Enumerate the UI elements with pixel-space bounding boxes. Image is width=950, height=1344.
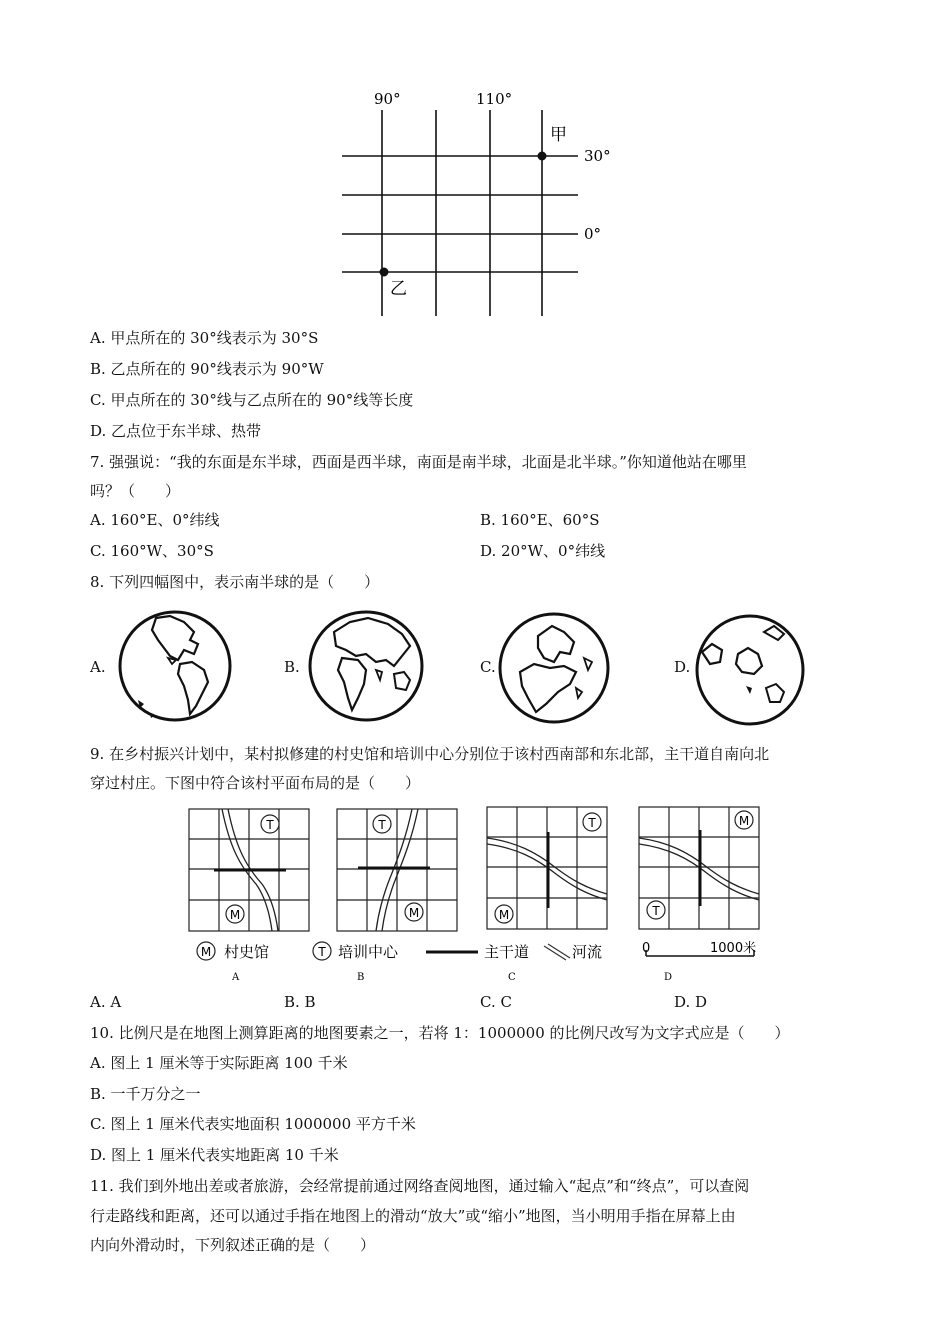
map-caption-d: D	[664, 972, 673, 983]
legend-river-label: 河流	[572, 943, 603, 961]
training-symbol: T	[588, 816, 596, 830]
q7-option-a[interactable]: A. 160°E、0°纬线	[90, 511, 220, 529]
legend-training-symbol: T	[318, 945, 326, 959]
q10-option-c[interactable]: C. 图上 1 厘米代表实地面积 1000000 平方千米	[90, 1115, 416, 1133]
lat-label-0: 0°	[584, 225, 602, 243]
q6-option-d[interactable]: D. 乙点位于东半球、热带	[90, 422, 262, 440]
q10-stem: 10. 比例尺是在地图上测算距离的地图要素之一，若将 1：1000000 的比例尺改写为文字式应是（ ）	[90, 1024, 790, 1042]
globe-d[interactable]	[694, 614, 806, 726]
legend-training-label: 培训中心	[338, 943, 399, 961]
map-caption-b: B	[357, 972, 365, 983]
map-caption-c: C	[508, 972, 516, 983]
q7-stem-line1: 7. 强强说：“我的东面是东半球，西面是西半球，南面是南半球，北面是北半球。”你知道他站在哪里	[90, 453, 747, 471]
q10-option-b[interactable]: B. 一千万分之一	[90, 1085, 201, 1103]
village-map-c[interactable]	[486, 806, 608, 930]
legend-road-label: 主干道	[484, 943, 530, 961]
q11-stem-line3: 内向外滑动时，下列叙述正确的是（ ）	[90, 1236, 376, 1254]
point-yi	[380, 268, 389, 277]
training-symbol: T	[378, 818, 386, 832]
legend-scale-zero: 0	[642, 941, 651, 956]
globe-b[interactable]	[306, 610, 426, 722]
q6-option-c[interactable]: C. 甲点所在的 30°线与乙点所在的 90°线等长度	[90, 391, 414, 409]
q8-stem: 8. 下列四幅图中，表示南半球的是（ ）	[90, 573, 380, 591]
q9-option-d[interactable]: D. D	[674, 993, 708, 1011]
point-label-jia: 甲	[550, 125, 567, 145]
q9-stem-line2: 穿过村庄。下图中符合该村平面布局的是（ ）	[90, 774, 421, 792]
q7-option-c[interactable]: C. 160°W、30°S	[90, 542, 214, 560]
training-symbol: T	[652, 904, 660, 918]
village-map-d[interactable]	[638, 806, 760, 930]
q7-stem-line2: 吗？（ ）	[90, 482, 181, 500]
museum-symbol: M	[498, 908, 510, 922]
map-legend	[194, 938, 774, 986]
museum-symbol: M	[408, 906, 420, 920]
point-label-yi: 乙	[390, 279, 407, 299]
lon-label-110: 110°	[476, 90, 513, 108]
training-symbol: T	[266, 818, 274, 832]
q7-option-b[interactable]: B. 160°E、60°S	[480, 511, 600, 529]
globe-a[interactable]	[118, 610, 234, 722]
q7-option-d[interactable]: D. 20°W、0°纬线	[480, 542, 606, 560]
legend-museum-symbol: M	[200, 945, 212, 959]
q9-option-a[interactable]: A. A	[90, 993, 122, 1011]
globe-c[interactable]	[498, 612, 612, 724]
village-map-a[interactable]	[188, 808, 310, 932]
q10-option-d[interactable]: D. 图上 1 厘米代表实地距离 10 千米	[90, 1146, 339, 1164]
q9-option-b[interactable]: B. B	[284, 993, 316, 1011]
lon-label-90: 90°	[374, 90, 401, 108]
q9-stem-line1: 9. 在乡村振兴计划中，某村拟修建的村史馆和培训中心分别位于该村西南部和东北部，主干道自南向北	[90, 745, 770, 763]
globe-label-a[interactable]: A.	[90, 658, 106, 676]
legend-scale-end: 1000米	[710, 941, 757, 956]
q6-option-b[interactable]: B. 乙点所在的 90°线表示为 90°W	[90, 360, 324, 378]
lat-label-30: 30°	[584, 147, 611, 165]
legend-museum-label: 村史馆	[224, 943, 270, 961]
map-caption-a: A	[232, 972, 240, 983]
museum-symbol: M	[229, 908, 241, 922]
globe-label-d[interactable]: D.	[674, 658, 691, 676]
museum-symbol: M	[738, 814, 750, 828]
q6-option-a[interactable]: A. 甲点所在的 30°线表示为 30°S	[90, 329, 319, 347]
q10-option-a[interactable]: A. 图上 1 厘米等于实际距离 100 千米	[90, 1054, 348, 1072]
globe-label-b[interactable]: B.	[284, 658, 300, 676]
q11-stem-line2: 行走路线和距离，还可以通过手指在地图上的滑动“放大”或“缩小”地图，当小明用手指在屏幕上由	[90, 1207, 736, 1225]
q9-option-c[interactable]: C. C	[480, 993, 512, 1011]
village-map-b[interactable]	[336, 808, 458, 932]
lat-long-grid-figure	[330, 84, 620, 324]
q11-stem-line1: 11. 我们到外地出差或者旅游，会经常提前通过网络查阅地图，通过输入“起点”和“终点”，可以查阅	[90, 1177, 750, 1195]
globe-label-c[interactable]: C.	[480, 658, 496, 676]
point-jia	[538, 152, 547, 161]
